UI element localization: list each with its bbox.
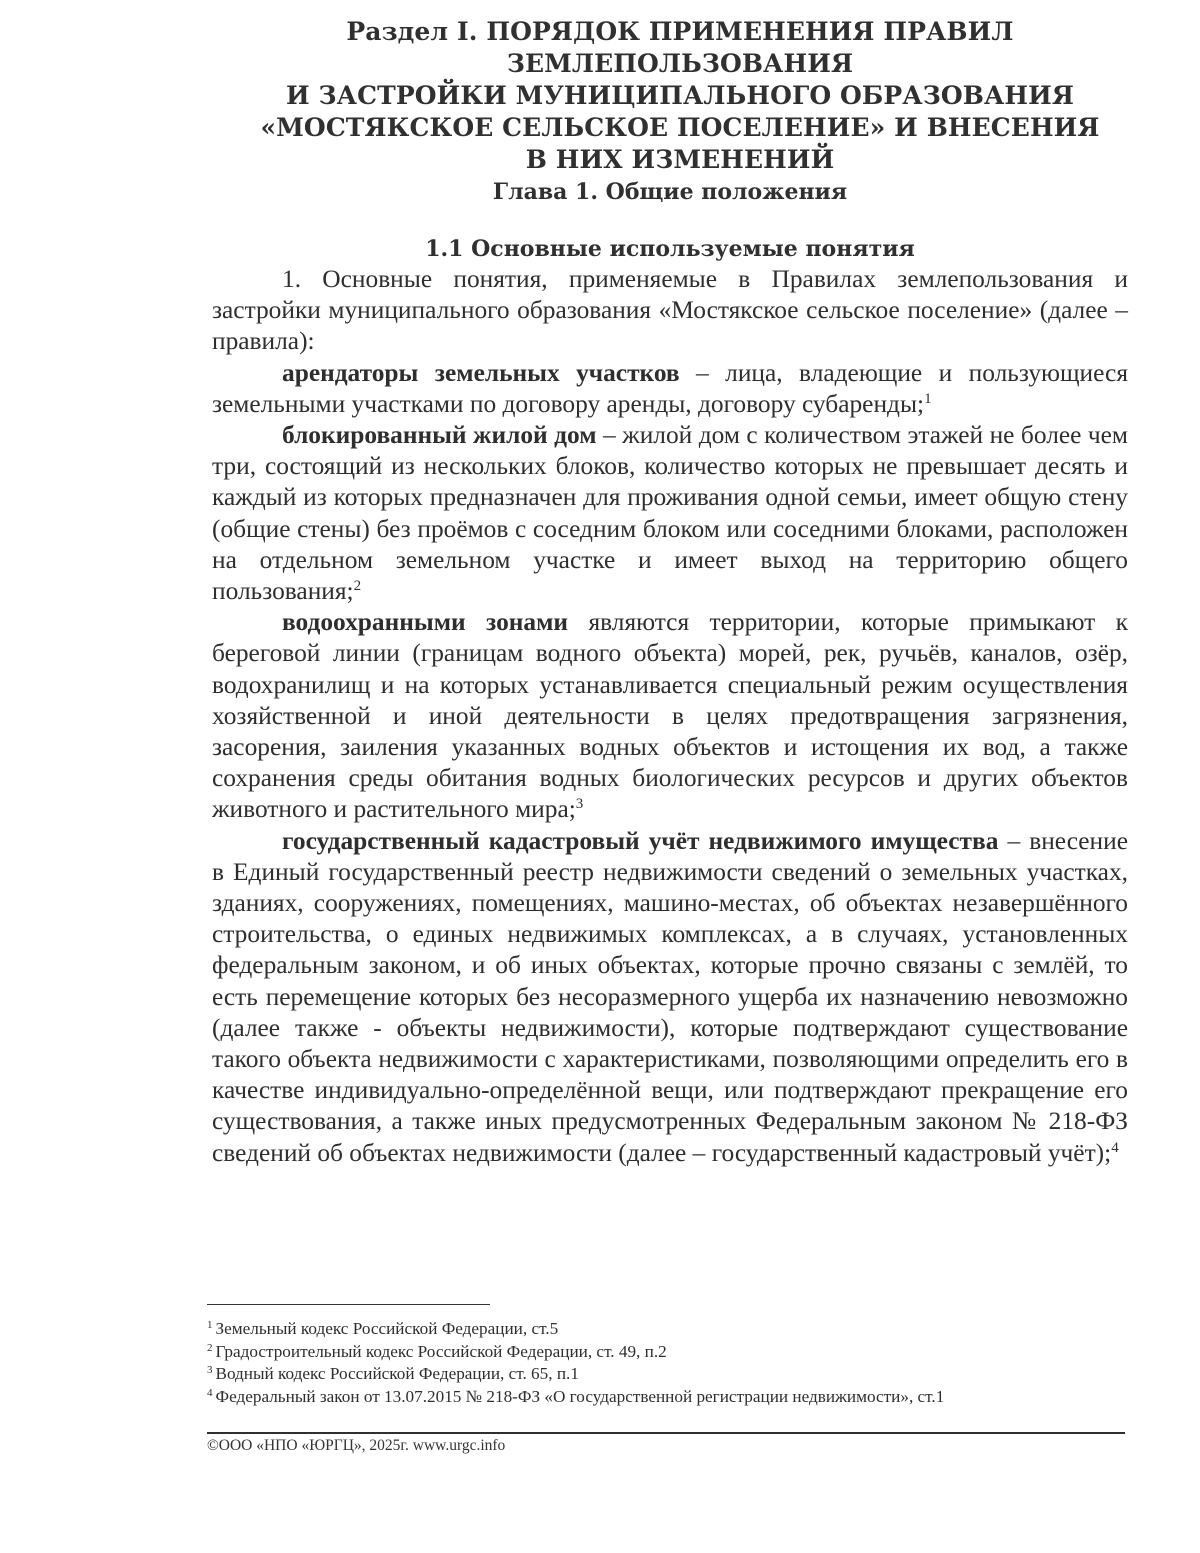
definition-text: – внесение в Единый государственный реестр недвижимости сведений о земельных участках, зданиях, сооружениях, помещениях, машино-местах, об объектах незавершённого строительства, о единых недвижимых комплексах, а в случаях, установленных федеральным законом, и об иных объектах, которые прочно связаны с землёй, то есть перемещение которых без несоразмерного ущерба их назначению невозможно (далее также - объекты недвижимости), которые подтверждают существование такого объекта недвижимости с характеристиками, позволяющими определить его в качестве индивидуально-определённой вещи, или подтверждают прекращение его существования, а также иных предусмотренных Федеральным законом № 218-ФЗ сведений об объектах недвижимости (далее – государственный кадастровый учёт); xyxy=(212,826,1128,1167)
footnote-text: Федеральный закон от 13.07.2015 № 218-ФЗ «О государственной регистрации недвижимости», ст.1 xyxy=(215,1386,945,1406)
footnote-ref[interactable]: 4 xyxy=(1111,1139,1119,1156)
footnote-text: Земельный кодекс Российской Федерации, ст.5 xyxy=(215,1319,559,1338)
definition-text: – лица, владеющие и пользующиеся земельными участками по договору аренды, договору субаренды; xyxy=(212,358,1128,418)
footnote-ref[interactable]: 1 xyxy=(924,390,932,407)
page-footer: ©ООО «НПО «ЮРГЦ», 2025г. www.urgc.info xyxy=(207,1437,506,1454)
footnote-number: 3 xyxy=(207,1364,213,1377)
subsection-title: 1.1 Основные используемые понятия xyxy=(425,236,915,262)
section-title-line-1: Раздел I. ПОРЯДОК ПРИМЕНЕНИЯ ПРАВИЛ ЗЕМЛЕПОЛЬЗОВАНИЯ xyxy=(346,17,1014,78)
definition-term: водоохранными зонами xyxy=(282,608,569,637)
definition-paragraph xyxy=(212,826,1128,1169)
footnote-item xyxy=(207,1386,1107,1409)
definition-term: арендаторы земельных участков xyxy=(282,358,680,387)
definition-term: государственный кадастровый учёт недвижимого имущества xyxy=(282,826,999,855)
definition-text: – жилой дом с количеством этажей не более чем три, состоящий из нескольких блоков, количество которых не превышает десять и каждый из которых предназначен для проживания одной семьи, имеет общую стену (общие стены) без проёмов с соседним блоком или соседними блоками, расположен на отдельном земельном участке и имеет выход на территорию общего пользования; xyxy=(212,421,1128,606)
chapter-title: Глава 1. Общие положения xyxy=(492,179,848,205)
footnote-number: 2 xyxy=(207,1341,213,1354)
definition-term: блокированный жилой дом xyxy=(282,421,597,450)
footnote-text: Водный кодекс Российской Федерации, ст. 65, п.1 xyxy=(215,1364,579,1384)
footnote-ref[interactable]: 3 xyxy=(575,796,584,813)
footer-separator xyxy=(207,1432,1125,1434)
footnote-number: 4 xyxy=(207,1386,213,1399)
section-title-line-2: И ЗАСТРОЙКИ МУНИЦИПАЛЬНОГО ОБРАЗОВАНИЯ xyxy=(286,81,1074,110)
footnotes xyxy=(207,1318,1107,1408)
footnote-item xyxy=(207,1318,1107,1341)
footnote-text: Градостроительный кодекс Российской Федерации, ст. 49, п.2 xyxy=(215,1341,667,1361)
footnote-ref[interactable]: 2 xyxy=(353,578,362,595)
footnote-item xyxy=(207,1363,1107,1386)
intro-paragraph: 1. Основные понятия, применяемые в Правилах землепользования и застройки муниципального образования «Мостякское сельское поселение» (далее – правила): xyxy=(212,265,1128,356)
section-title xyxy=(200,16,1160,176)
definition-paragraph xyxy=(212,358,1128,420)
section-title-line-4: В НИХ ИЗМЕНЕНИЙ xyxy=(525,145,835,174)
footnote-number: 1 xyxy=(207,1319,213,1331)
definition-paragraph xyxy=(212,607,1128,825)
definition-paragraph xyxy=(212,420,1128,607)
body-text xyxy=(212,264,1128,1169)
section-title-line-3: «МОСТЯКСКОЕ СЕЛЬСКОЕ ПОСЕЛЕНИЕ» И ВНЕСЕНИЯ xyxy=(260,113,1100,142)
footnote-item xyxy=(207,1341,1107,1364)
footnote-separator xyxy=(207,1304,490,1305)
definition-text: являются территории, которые примыкают к береговой линии (границам водного объекта) морей, рек, ручьёв, каналов, озёр, водохранилищ и на которых устанавливается специальный режим осуществления хозяйственной и иной деятельности в целях предотвращения загрязнения, засорения, заиления указанных водных объектов и истощения их вод, а также сохранения среды обитания водных биологических ресурсов и других объектов животного и растительного мира; xyxy=(212,608,1128,824)
